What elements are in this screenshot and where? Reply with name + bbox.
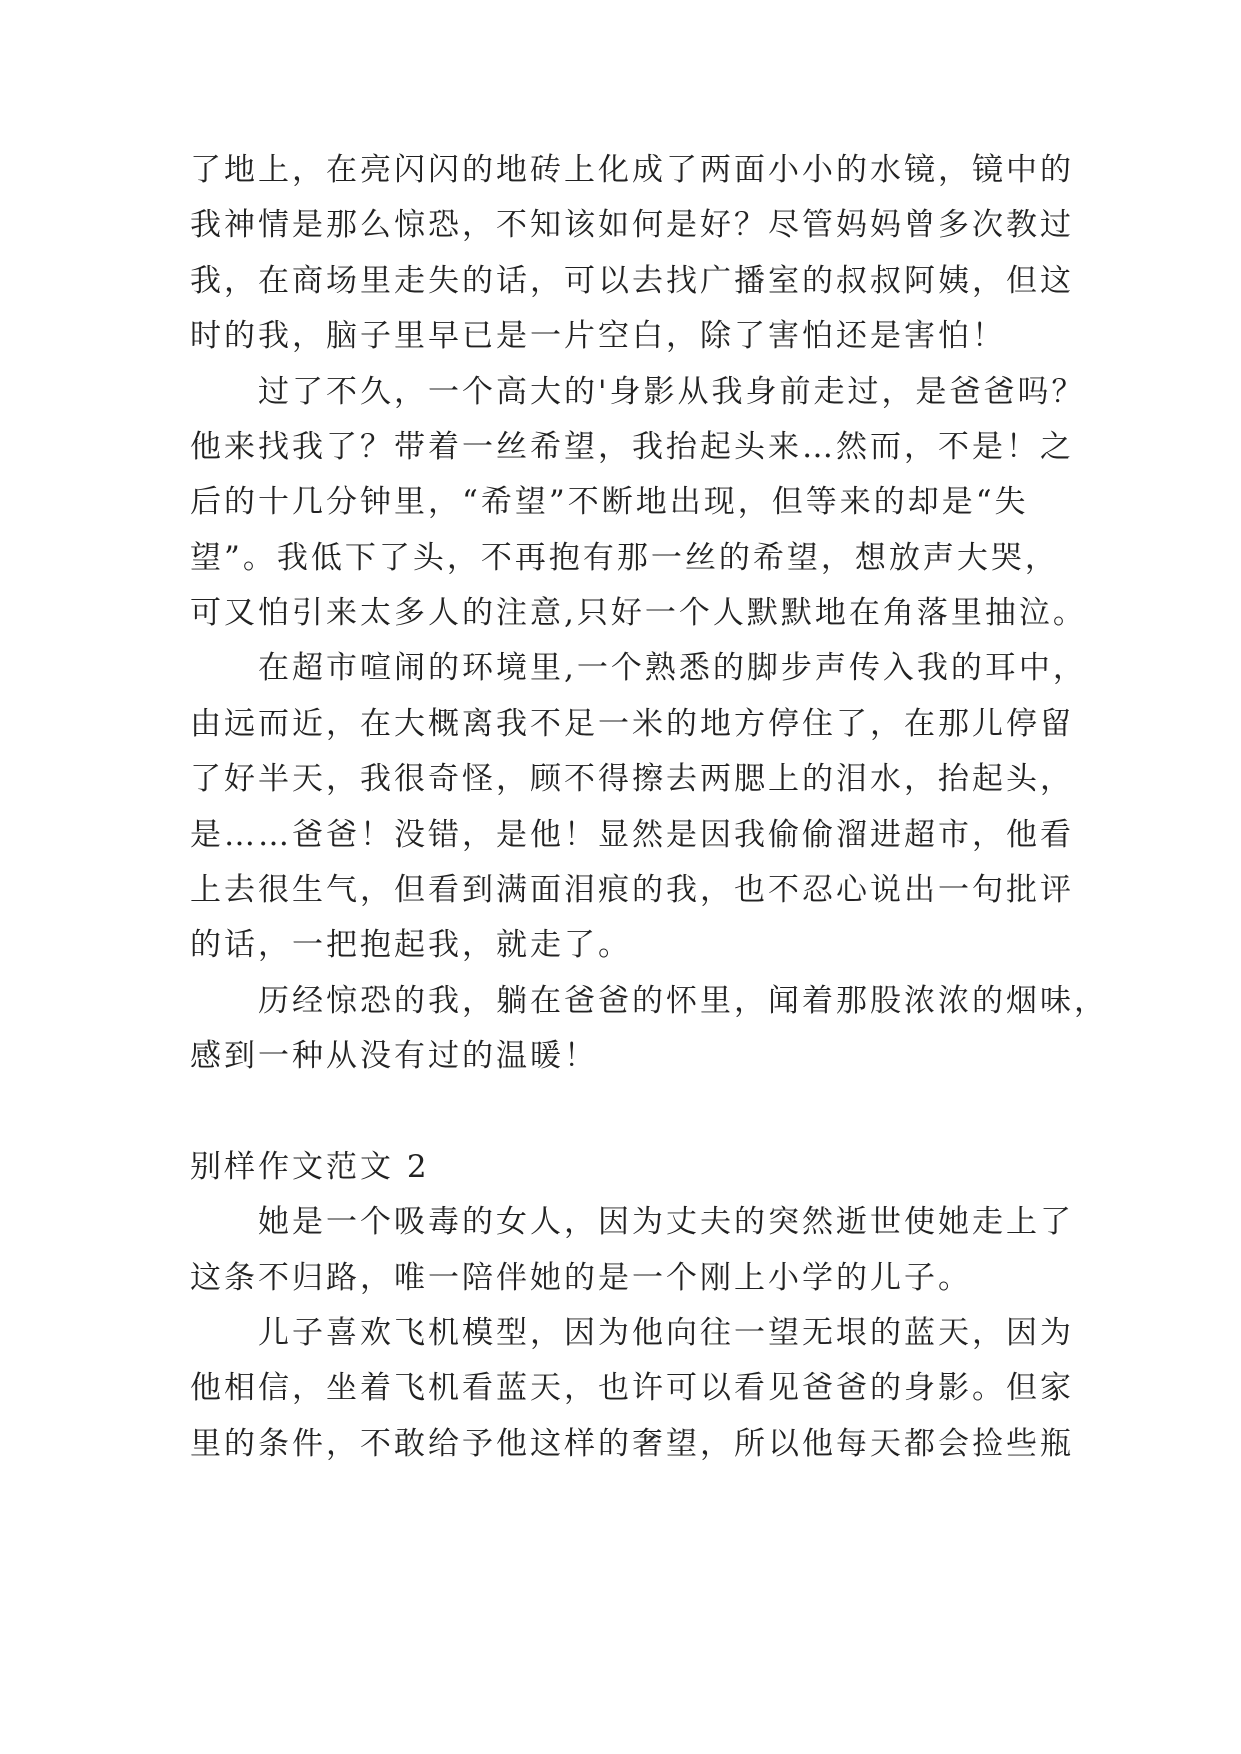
text-line: 由远而近，在大概离我不足一米的地方停住了，在那儿停留 [190,706,1074,742]
text-line: 了好半天，我很奇怪，顾不得擦去两腮上的泪水，抬起头， [190,761,1074,797]
section-heading: 别样作文范文 2 [190,1149,430,1185]
text-line: 上去很生气，但看到满面泪痕的我，也不忍心说出一句批评 [190,872,1074,908]
text-line: 是……爸爸！没错，是他！显然是因我偷偷溜进超市，他看 [190,817,1074,853]
text-line: 在超市喧闹的环境里,一个熟悉的脚步声传入我的耳中， [190,650,1087,686]
text-line: 过了不久，一个高大的'身影从我身前走过，是爸爸吗？ [190,374,1086,410]
text-line: 我神情是那么惊恐，不知该如何是好？尽管妈妈曾多次教过 [190,207,1074,243]
text-line: 我，在商场里走失的话，可以去找广播室的叔叔阿姨，但这 [190,263,1074,299]
text-line: 的话，一把抱起我，就走了。 [190,927,632,963]
text-line: 感到一种从没有过的温暖！ [190,1038,598,1074]
text-line: 这条不归路，唯一陪伴她的是一个刚上小学的儿子。 [190,1260,972,1296]
text-line: 里的条件，不敢给予他这样的奢望，所以他每天都会捡些瓶 [190,1426,1074,1462]
text-line: 后的十几分钟里，“希望”不断地出现，但等来的却是“失 [190,484,1029,520]
text-line: 时的我，脑子里早已是一片空白，除了害怕还是害怕！ [190,318,1006,354]
text-line: 历经惊恐的我，躺在爸爸的怀里，闻着那股浓浓的烟味， [190,983,1108,1019]
text-line: 了地上，在亮闪闪的地砖上化成了两面小小的水镜，镜中的 [190,152,1074,188]
text-line: 他相信，坐着飞机看蓝天，也许可以看见爸爸的身影。但家 [190,1370,1074,1406]
text-line: 他来找我了？带着一丝希望，我抬起头来…然而，不是！之 [190,429,1074,465]
text-line: 望”。我低下了头，不再抱有那一丝的希望，想放声大哭， [190,540,1059,576]
text-line: 她是一个吸毒的女人，因为丈夫的突然逝世使她走上了 [190,1204,1074,1240]
text-line: 儿子喜欢飞机模型，因为他向往一望无垠的蓝天，因为 [190,1315,1074,1351]
text-line: 可又怕引来太多人的注意,只好一个人默默地在角落里抽泣。 [190,595,1087,631]
